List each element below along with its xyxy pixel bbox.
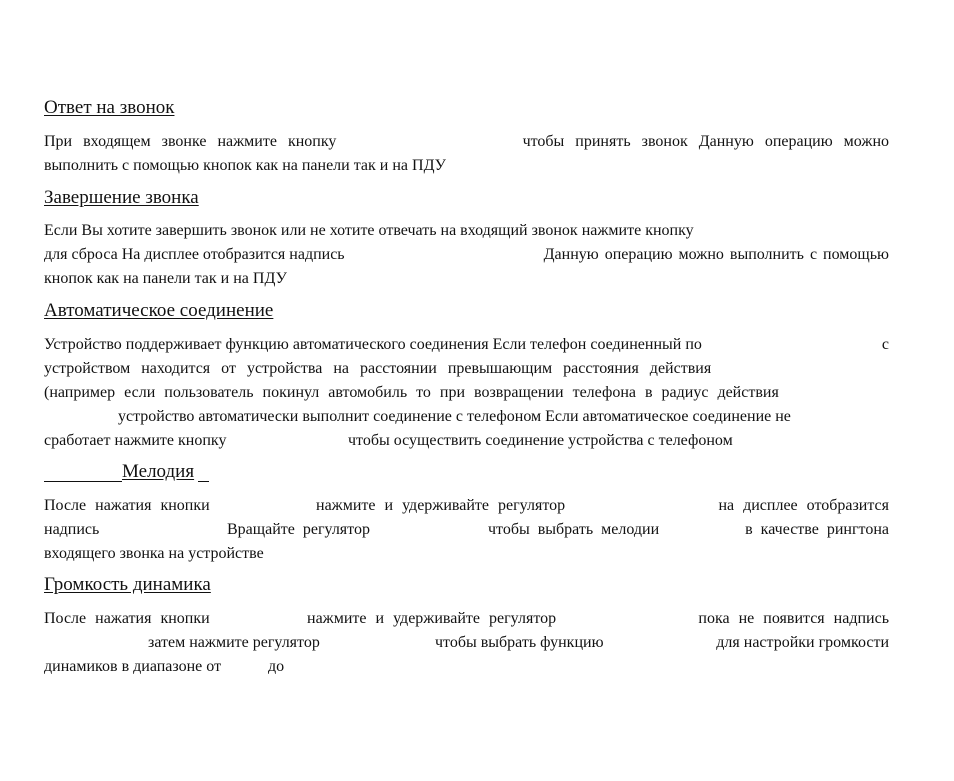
melody-heading-underline-lead bbox=[44, 481, 122, 482]
heading-end-call: Завершение звонка bbox=[44, 187, 199, 208]
melody-line-1b: нажмите и удерживайте регулятор bbox=[316, 497, 566, 514]
melody-line-2d: в качестве рингтона bbox=[745, 521, 889, 538]
auto-line-3: (например если пользователь покинул автомобиль то при возвращении телефона в радиус действия bbox=[44, 384, 779, 401]
volume-line-3b: до bbox=[268, 658, 285, 675]
answer-line-2: выполнить с помощью кнопок как на панели так и на ПДУ bbox=[44, 157, 447, 174]
melody-line-3: входящего звонка на устройстве bbox=[44, 545, 264, 562]
volume-line-3a: динамиков в диапазоне от bbox=[44, 658, 222, 675]
volume-line-1a: После нажатия кнопки bbox=[44, 610, 210, 627]
volume-line-2a: затем нажмите регулятор bbox=[148, 634, 320, 651]
auto-line-4: устройство автоматически выполнит соединение с телефоном Если автоматическое соединение не bbox=[118, 408, 791, 425]
melody-line-2b: Вращайте регулятор bbox=[227, 521, 370, 538]
volume-line-1c: пока не появится надпись bbox=[698, 610, 889, 627]
end-line-1: Если Вы хотите завершить звонок или не хотите отвечать на входящий звонок нажмите кнопку bbox=[44, 222, 694, 239]
melody-line-2a: надпись bbox=[44, 521, 100, 538]
auto-line-5a: сработает нажмите кнопку bbox=[44, 432, 227, 449]
auto-line-5b: чтобы осуществить соединение устройства с телефоном bbox=[348, 432, 733, 449]
answer-line-1a: При входящем звонке нажмите кнопку bbox=[44, 133, 337, 150]
heading-speaker-volume: Громкость динамика bbox=[44, 574, 211, 595]
volume-line-1b: нажмите и удерживайте регулятор bbox=[307, 610, 557, 627]
heading-auto-connect: Автоматическое соединение bbox=[44, 300, 274, 321]
melody-heading-underline-tail bbox=[198, 481, 209, 482]
end-line-3: кнопок как на панели так и на ПДУ bbox=[44, 270, 287, 287]
auto-line-1b: с bbox=[881, 336, 889, 353]
answer-line-1b: чтобы принять звонок Данную операцию можно bbox=[522, 133, 889, 150]
melody-line-1a: После нажатия кнопки bbox=[44, 497, 210, 514]
volume-line-2c: для настройки громкости bbox=[716, 634, 889, 651]
heading-answer-call: Ответ на звонок bbox=[44, 97, 175, 118]
melody-line-1c: на дисплее отобразится bbox=[718, 497, 889, 514]
auto-line-1a: Устройство поддерживает функцию автоматического соединения Если телефон соединенный по bbox=[44, 336, 702, 353]
auto-line-2: устройством находится от устройства на расстоянии превышающим расстояния действия bbox=[44, 360, 712, 377]
end-line-2a: для сброса На дисплее отобразится надпись bbox=[44, 246, 345, 263]
end-line-2b: Данную операцию можно выполнить с помощью bbox=[543, 246, 889, 263]
melody-line-2c: чтобы выбрать мелодии bbox=[488, 521, 660, 538]
heading-melody: Мелодия bbox=[122, 461, 195, 482]
volume-line-2b: чтобы выбрать функцию bbox=[435, 634, 604, 651]
